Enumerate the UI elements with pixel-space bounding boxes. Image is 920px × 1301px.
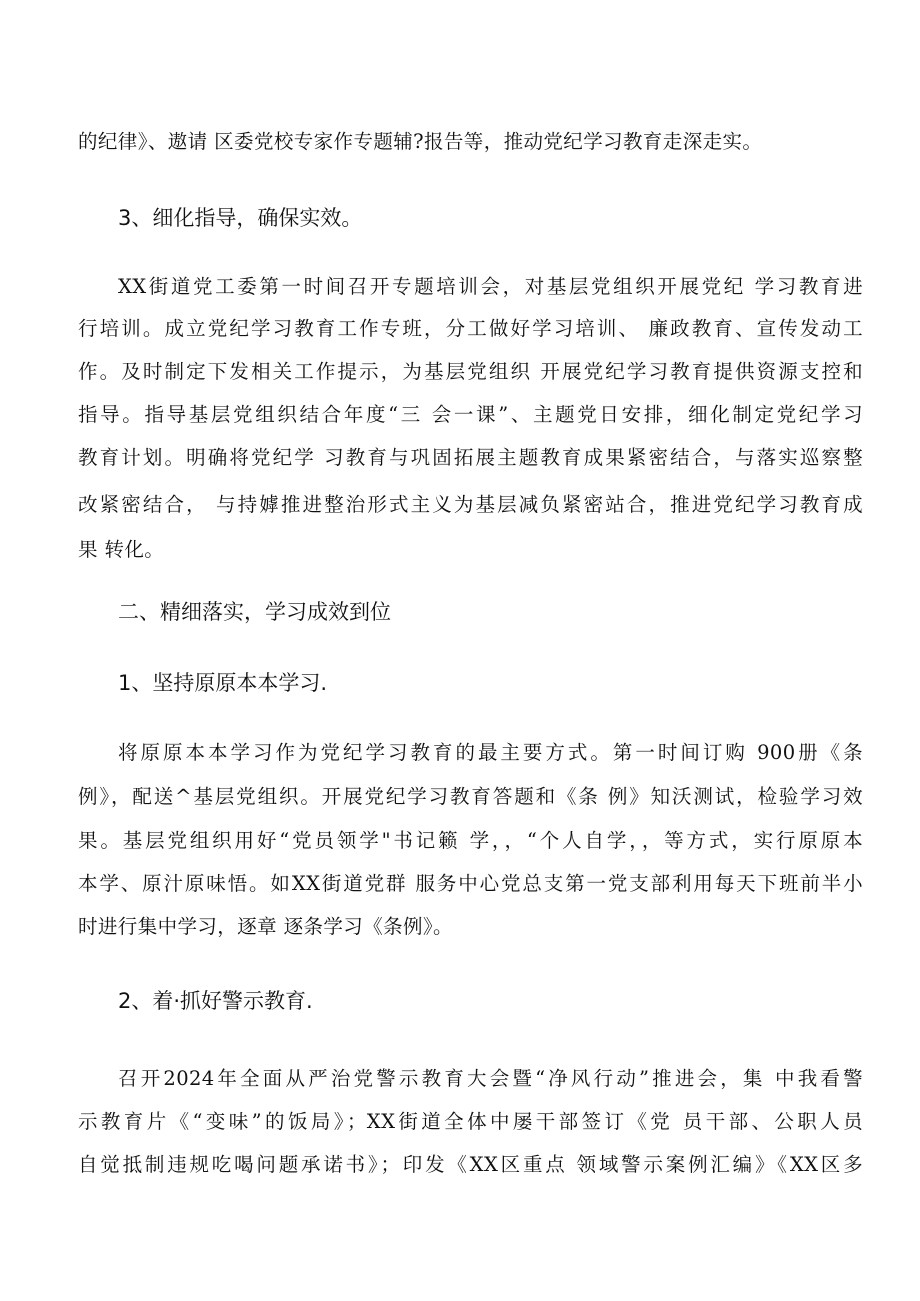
paragraph-line: 作。及时制定下发相关工作提示，为基层党组织 开展党纪学习教育提供资源支控和 (78, 360, 863, 383)
section-heading-warning-education: 2、着·抓好警示教育. (118, 989, 313, 1013)
paragraph-line: 例》，配送^基层党组织。开展党纪学习教育答题和《条 例》知沃测试，检验学习效 (78, 785, 863, 808)
paragraph-line: 将原原本本学习作为党纪学习教育的最主要方式。第一时间订购 900册《条 (118, 741, 863, 764)
paragraph-line: 本学、原汁原味悟。如XX街道党群 服务中心党总支第一党支部利用每天下班前半小 (78, 872, 863, 895)
paragraph-line: 自觉抵制违规吃喝问题承诺书》；印发《XX区重点 领域警示案例汇编》《XX区多 (78, 1153, 863, 1176)
paragraph-line: 果 转化。 (78, 538, 165, 561)
section-heading-original-study: 1、坚持原原本本学习. (118, 671, 328, 695)
paragraph-line: 指导。指导基层党组织结合年度“三 会一课”、主题党日安排，细化制定党纪学习 (78, 403, 863, 426)
section-heading-implementation: 二、精细落实，学习成效到位 (118, 600, 391, 624)
paragraph-line: 示教育片《“变味”的饭局》；XX街道全体中屡干部签订《党 员干部、公职人员 (78, 1110, 863, 1133)
paragraph-line: 时进行集中学习，逐章 逐条学习《条例》。 (78, 915, 453, 938)
paragraph-line: 改紧密结合， 与持嫭推进整治形式主义为基层减负紧密站合，推进党纪学习教育成 (78, 493, 863, 516)
paragraph-line: 行培训。成立党纪学习教育工作专班，分工做好学习培训、 廉政教育、宣传发动工 (78, 317, 863, 340)
paragraph-line: 教育计划。明确将党纪学 习教育与巩固拓展主题教育成果紧密结合，与落实巡察整 (78, 446, 863, 469)
paragraph-line: 果。基层党组织用好“党员领学"书记籁 学，，“个人自学，，等方式，实行原原本 (78, 829, 863, 852)
section-heading-refine-guidance: 3、细化指导，确保实效。 (118, 206, 363, 230)
paragraph-line: XX街道党工委第一时间召开专题培训会，对基层党组织开展党纪 学习教育进 (118, 275, 863, 298)
paragraph-line: 召开2024年全面从严治党警示教育大会暨“净风行动”推进会，集 中我看警 (118, 1067, 863, 1090)
paragraph-line: 的纪律》、遨请 区委党校专家作专题辅?报告等，推动党纪学习教育走深走实。 (78, 130, 763, 153)
